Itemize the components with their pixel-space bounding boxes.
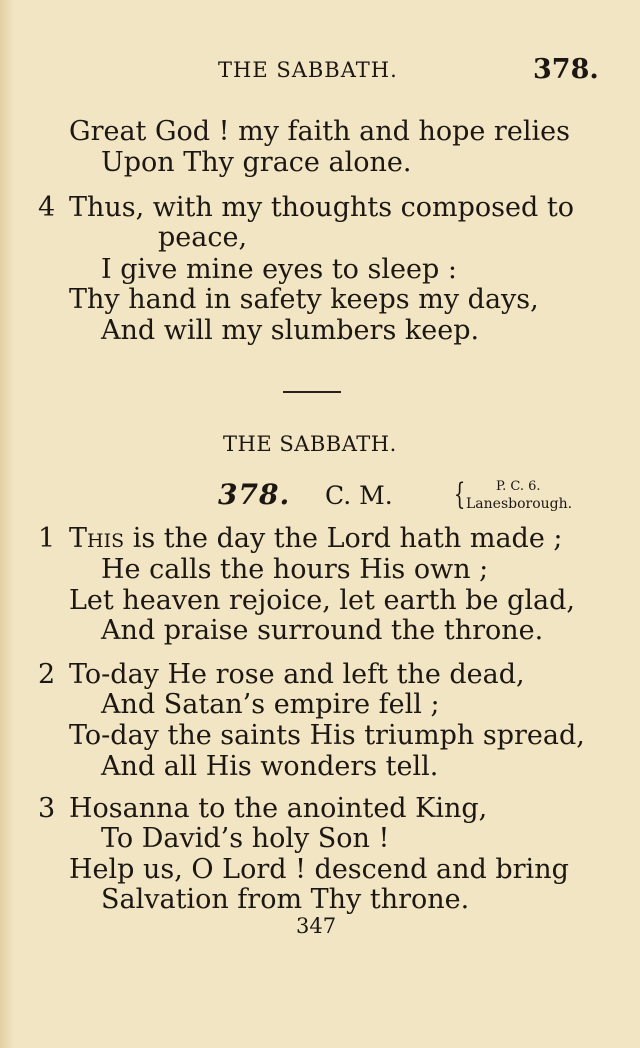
verse-line: Help us, O Lord ! descend and bring xyxy=(69,854,569,885)
hymn-meter: C. M. xyxy=(325,481,393,510)
verse-line: Upon Thy grace alone. xyxy=(101,147,412,178)
verse-line: Hosanna to the anointed King, xyxy=(69,793,488,824)
running-title: THE SABBATH. xyxy=(218,58,398,82)
verse-line: peace, xyxy=(158,222,248,253)
verse-line: He calls the hours His own ; xyxy=(101,554,489,585)
page-edge xyxy=(0,0,14,1048)
page-number: 347 xyxy=(296,914,337,938)
verse-line: And Satan’s empire fell ; xyxy=(101,689,440,720)
running-head xyxy=(0,54,640,88)
verse-number: 4 xyxy=(38,192,56,223)
verse-line: To David’s holy Son ! xyxy=(101,823,390,854)
section-divider xyxy=(283,391,341,393)
verse-line: Salvation from Thy throne. xyxy=(101,884,470,915)
verse-number: 3 xyxy=(38,793,56,824)
hymn-number: 378. xyxy=(218,478,291,511)
verse-line: And will my slumbers keep. xyxy=(101,315,480,346)
verse-number: 1 xyxy=(38,523,56,554)
verse-line: To-day He rose and left the dead, xyxy=(69,659,525,690)
verse-line: And all His wonders tell. xyxy=(101,751,439,782)
section-title: THE SABBATH. xyxy=(223,432,397,456)
verse-line: Great God ! my faith and hope relies xyxy=(69,116,570,147)
verse-line: Thy hand in safety keeps my days, xyxy=(69,284,539,315)
verse-number: 2 xyxy=(38,659,56,690)
verse-first-word: This xyxy=(69,523,125,554)
tune-name: Lanesborough. xyxy=(466,496,573,512)
brace-icon: { xyxy=(453,477,466,512)
running-hymn-number: 378. xyxy=(533,54,599,85)
verse-line: And praise surround the throne. xyxy=(101,615,544,646)
verse-line: Let heaven rejoice, let earth be glad, xyxy=(69,585,575,616)
verse-line xyxy=(69,524,563,554)
verse-line: To-day the saints His triumph spread, xyxy=(69,720,585,751)
tune-reference: P. C. 6. xyxy=(496,479,541,494)
verse-line-rest: is the day the Lord hath made ; xyxy=(124,523,563,554)
verse-line: Thus, with my thoughts composed to xyxy=(69,192,574,223)
verse-line: I give mine eyes to sleep : xyxy=(101,254,457,285)
